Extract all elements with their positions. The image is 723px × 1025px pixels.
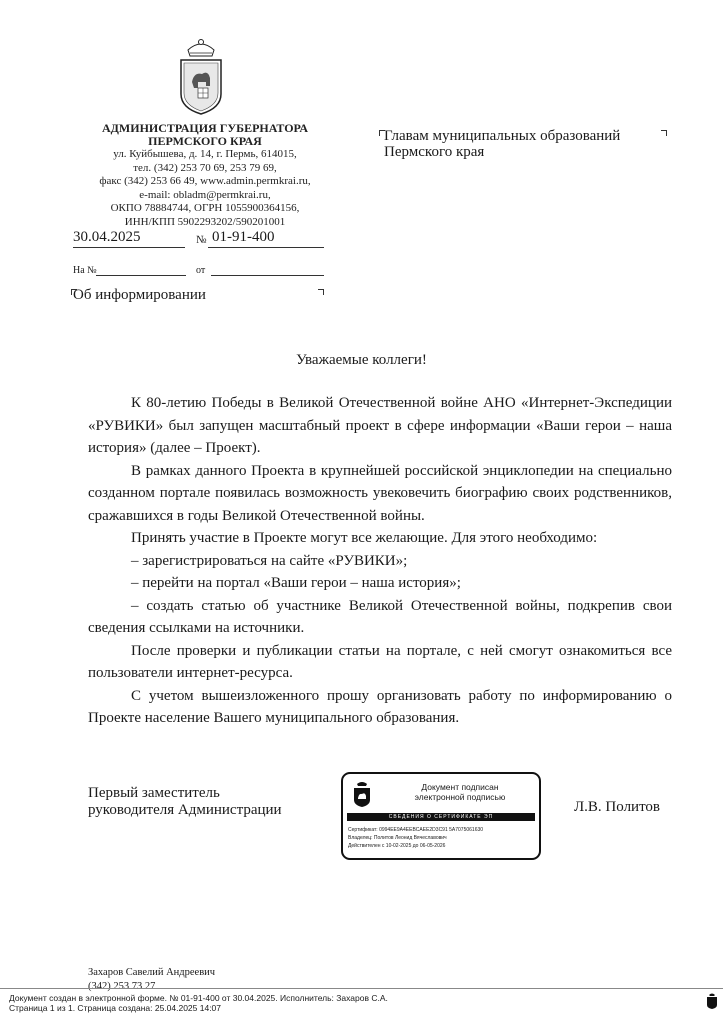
body-paragraph-1: К 80-летию Победы в Великой Отечественной войне АНО «Интернет-Экспедиции «РУВИКИ» был запущен масштабный проект в сфере информации «Ваши герои – наша история» (далее – Проект). <box>88 395 672 456</box>
stamp-owner: Владелец: Политов Леонид Вячеславович <box>348 835 447 841</box>
executor-phone: (342) 253 73 27 <box>88 981 156 992</box>
body-paragraph-3: Принять участие в Проекте могут все желающие. Для этого необходимо: <box>131 530 598 546</box>
date-underline <box>73 247 185 248</box>
signatory-position-line2: руководителя Администрации <box>88 802 282 818</box>
footer-coat-of-arms-icon <box>706 992 718 1010</box>
stamp-title <box>385 782 535 802</box>
signatory-position <box>88 785 282 819</box>
stamp-title-line1: Документ подписан <box>421 782 499 792</box>
list-item: – перейти на портал «Ваши герои – наша история»; <box>131 575 461 591</box>
footer-line1: Документ создан в электронной форме. № 01-91-400 от 30.04.2025. Исполнитель: Захаров С.А. <box>9 993 388 1003</box>
ref-date-label: от <box>196 265 206 276</box>
footer-text <box>9 993 388 1013</box>
body-paragraph-5: С учетом вышеизложенного прошу организовать работу по информированию о Проекте население Вашего муниципального образования. <box>88 687 672 726</box>
recipient-line1: Главам муниципальных образований <box>384 128 621 144</box>
coat-of-arms-icon <box>352 780 372 808</box>
executor-name: Захаров Савелий Андреевич <box>88 967 216 978</box>
stamp-certificate-bar: СВЕДЕНИЯ О СЕРТИФИКАТЕ ЭП <box>347 813 535 821</box>
e-signature-stamp <box>341 772 541 860</box>
document-date: 30.04.2025 <box>73 229 141 245</box>
list-item: – создать статью об участнике Великой Отечественной войны, подкрепив свои сведения ссылками на источники. <box>88 597 672 636</box>
number-underline <box>208 247 324 248</box>
body-paragraph-2: В рамках данного Проекта в крупнейшей российской энциклопедии на специально созданном портале появилась возможность увековечить биографию своих родственников, сражавшихся в годы Великой Отечественной войны. <box>88 462 672 524</box>
greeting: Уважаемые коллеги! <box>296 352 427 368</box>
signatory-name: Л.В. Политов <box>574 799 661 815</box>
letter-body <box>88 392 672 730</box>
recipient-block <box>384 128 620 160</box>
document-footer <box>0 988 723 1025</box>
signatory-position-line1: Первый заместитель <box>88 785 220 801</box>
ref-date-line <box>211 275 324 276</box>
recipient-line2: Пермского края <box>384 144 485 160</box>
org-phone: тел. (342) 253 70 69, 253 79 69, <box>133 161 277 174</box>
org-fax: факс (342) 253 66 49, www.admin.permkrai.ru, <box>99 175 311 187</box>
org-okpo: ОКПО 78884744, ОГРН 1055900364156, <box>110 202 300 214</box>
corner-bracket-right <box>661 130 667 136</box>
org-name-line1: АДМИНИСТРАЦИЯ ГУБЕРНАТОРА <box>101 121 308 135</box>
body-paragraph-4: После проверки и публикации статьи на портале, с ней смогут ознакомиться все пользователи интернет-ресурса. <box>88 642 672 681</box>
org-email: e-mail: obladm@permkrai.ru, <box>139 188 271 201</box>
org-name-line2: ПЕРМСКОГО КРАЯ <box>148 134 262 148</box>
ref-number-line <box>96 275 186 276</box>
stamp-validity: Действителен с 10-02-2025 до 06-05-2026 <box>348 843 446 849</box>
list-item: – зарегистрироваться на сайте «РУВИКИ»; <box>131 552 408 569</box>
stamp-certificate: Сертификат: 0994EE9A4EEBCAEE2D3C91 5A7075061630 <box>348 827 484 833</box>
ref-number-label: На № <box>73 265 97 276</box>
number-label: № <box>196 234 207 246</box>
footer-line2: Страница 1 из 1. Страница создана: 25.04.2025 14:07 <box>9 1003 222 1013</box>
org-address: ул. Куйбышева, д. 14, г. Пермь, 614015, <box>113 148 297 160</box>
perm-krai-coat-of-arms <box>176 36 226 116</box>
stamp-title-line2: электронной подписью <box>414 792 506 802</box>
corner-bracket-right <box>318 289 324 295</box>
org-inn: ИНН/КПП 5902293202/590201001 <box>124 215 286 228</box>
document-subject: Об информировании <box>73 287 206 303</box>
document-number: 01-91-400 <box>212 229 275 245</box>
organization-header <box>80 122 330 229</box>
